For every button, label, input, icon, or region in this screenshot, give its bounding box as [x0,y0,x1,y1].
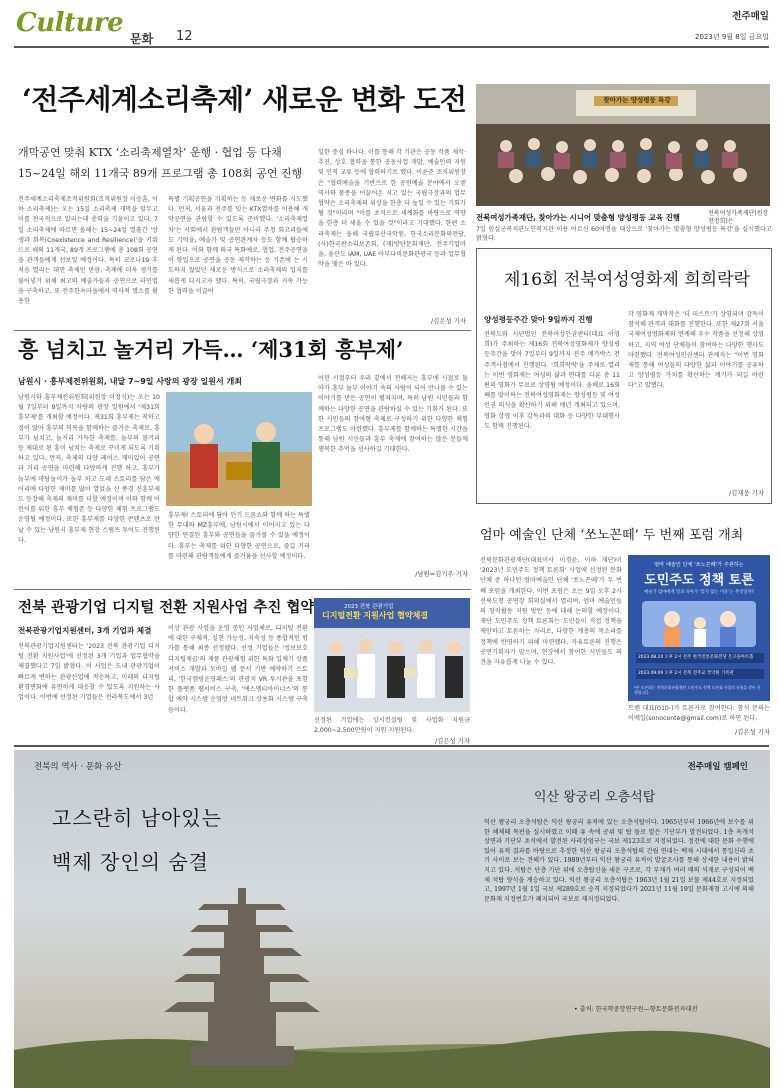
article2-col2: 흥부제! 스토리에 담아 인기 드론쇼와 함께 하는 특별한 무대와 MZ흥부에, 남원시에서 이어지고 있는 다양한 연결된 흥부와 공연들을 즐겨볼 수 있을 예정이다. 흥부는 축제를 위한 다양한 공연으로, 즐길 거리를 마련해 관람객들에게 즐거움을 선사할 예정이다. [168,512,310,560]
article5-byline: /김은성 기자 [434,737,470,745]
campaign-section [14,750,770,1088]
article2-col1: 남원시와 흥부제전위원회(위원장 이정식)는 오는 10월 7일부터 9일까지 사랑의 광장 일원에서 '제31회 흥부제'를 개최할 예정이다. 제31회 흥부제는 착하고 정이 많아 흥부의 덕목을 함께하는 즐거운 축제로, 흥부가 넘치고, 놀거리 가득한 축제를, 놀부의 볼거리 등 제대로 된 흥이 넘치는 축제로 꾸미게 되도록 기획하고 있다. 먼저, 축제의 다양 레이스 재미있어 공연과 거리 공연을 마련해 다양하게 진행 하고, 흥부가 놀부에 마당놀이가 놀부 하고 도래 스토리를 담은 에어리에 다양한 재미를 많이 열었을 신 풍경 신흥부제도 등장해 축제의 재미를 더할 예정이며 이와 함께 어린이를 위한 흥부 체험존 등 다양한 체험 프로그램도 운영될 예정이다. 또한 흥부제를 다양한 콘텐츠로 만날 수 있는 남원시 흥부제 현장 스탬프 투어도 진행된다. [18,394,160,544]
seminar-banner-text: 찾아가는 양성평등 특강 [603,96,671,104]
campaign-series-tag: 전북의 역사 · 문화 유산 [34,762,122,772]
headline-heungbu-festival: 흥 넘치고 놀거리 가득… ‘제31회 흥부제’ [18,337,404,362]
divider-3 [14,745,769,747]
article5-col1: 전북관광기업지원센터는 '2023 전북 관광기업 디지털 전환 지원사업'에 선정된 3개 기업과 업무협약을 체결했다고 7일 밝혔다. 이 사업은 도내 관광기업이 빠르게 변하는 관광산업에 적응하고, 미래의 디지털 환경변화에 유연하게 대응할 수 있도록 지원하는 사업이다. 이번에 선정된 기업들은 전라북도에서 3년 [18,643,160,702]
article4-byline: /김은성 기자 [734,728,770,736]
photo1-caption-side: 전북여성가족재단(원장 천청희)은 [708,210,769,225]
poster-illustration [642,601,756,647]
section-title-en: Culture [16,8,124,38]
pagoda-description: 익산 왕궁리 오층석탑은 익산 왕궁리 유적에 있는 오층석탑이다. 1965년부터 1966년에 보수를 위한 해체때 목판을 실시하였고 이때 유 속에 공위 및 탑 돌로 발은 기단부가 발견되었다. 1층 옥개석 상면과 기단부 초석에서 발견된 사리장엄구는 국보 제123호로 지정되었다. 정전에 대한 문화 수행에 있어 유적 결과를 바탕으로 추정한 익산 왕궁리 오층석탑의 건립 연대는 백제 시대에서 통일신라 초기 사이로 보는 견해가 있다. 1989년부터 익산 왕궁리 유적이 발굴조사를 통해 상세한 내용이 밝혀지고 있다. 석탑은 단층 기단 위에 오층탑신을 세운 구조로, 각 부재가 여러 매의 석재로 구성되어 백제 석탑 양식을 계승하고 있다. 익산 왕궁리 오층석탑은 1963년 1월 21일 보물 제44호로 지정되었고, 1997년 1월 1일 국보 제289호로 승격 지정되었다가 2021년 11월 19일 문화재청 고시에 의해 문화재 지정번호가 폐지되어 국보로 재지정되었다. [484,819,754,903]
article2-byline: /남원=김기주 기자 [415,570,468,578]
poster-schedule-1: 2023.08.24 오후 2시 전주 한국전통문화전당 온고을아트홀 [636,653,764,663]
campaign-credit: • 출처: 한국학중앙연구원—향토문화전자대전 [574,1006,698,1013]
subhead-1: 개막공연 맞춰 KTX ‘소리축제열차’ 운행 · 협업 등 다채 [18,146,282,159]
headline-tourism-digital: 전북 관광기업 디지털 전환 지원사업 추진 협약 [18,599,315,616]
subhead-2: 15~24일 해외 11개국 89개 프로그램 총 108회 공연 진행 [18,167,303,180]
divider-1 [14,330,471,331]
article1-col2: 특별 기획공연을 기획하는 등 새로운 변화를 시도했다. 먼저, 서울과 전주를 잇는 KTX열차를 이용해 개막공연을 관람할 수 있도록 준비했다. '소리축제열차'는 사회에서 관람객들만 아니라 주청 회고리들에도 기억을, 예술가 및 공연관계자 등도 함께 탑승하게 된다. 이와 함께 외국 특화예로, 협업, 전주공연을 이 향업으로 공연을 공동 제작하는 등 기존에 는 시도하지 않았던 새로운 방식으로 소리축제의 입지를 새롭게 다지고자 했다. 특히, 국립극장과 지속 가능한 협력을 이끌어 [168,196,308,295]
article5-col2: 이상 관광 사업을 운영 중인 사업체로, 디지털 전환에 대한 구체적, 실현 가능성, 지속성 등 종합적인 평가를 통해 최종 선정됐다. 선정 기업들은 '정보보호디지털제곱'의 제품 관광체험 위한 특화 입체기 상품 서비스 개발과 모바일 웹 문서 기반 예약하기 스토리, '한국캠핑운영패스'의 관광지 VR 투시관을 포함한 플랫폼 웹서비스 구축, '에스엠티아이너스'의 통합 예약 시스템 운영망 네트워크 상용화 시스템 구축 등이다. [168,625,308,714]
signing-banner-small: 2023 전북 관광기업 [344,604,394,610]
article4-col2: 트렌 대표(010-)가 토론자로 참여한다. 참석 문의는 이메일(sonoconte@gmail.com)로 하면 된다. [628,705,770,723]
campaign-title-line2: 백제 장인의 숨결 [52,850,209,874]
campaign-tag: 전주매일 캠페인 [687,762,748,772]
headline-sonoconte-forum: 엄마 예술인 단체 ‘쏘노꼰떼’ 두 번째 포럼 개최 [480,528,744,543]
article5-col3: 선정된 기업에는 상시컨설팅 및 사업화 지원금 2,000~2,500만원이 지원 지원된다. [314,717,470,735]
poster-line1: 엄마 예술인 단체 '쏘노꼰떼'가 주관하는 [654,562,744,568]
policy-forum-poster [628,555,770,701]
header-rule [14,46,769,48]
photo1-caption-title: 전북여성가족재단, 찾아가는 시니어 맞춤형 양성평등 교육 진행 [476,213,680,222]
newspaper-logo: 전주매일 [732,11,769,22]
article4-col1: 전북문화관광재단(대표이사 이경윤, 이하 재단)이 '2023년 도민주도 정책 토론회' 사업에 선정된 문화단체 중 하나인 엄마예술인 단체 '쏘노꼰떼'가 두 번째 포럼을 개최한다. 이번 포럼은 오는 9일 오후 2시 전북도청 공연장 회의실에서 열리며, 엄마 예술인들의 창작활동 지원 방안 등에 대해 논의할 예정이다. 재단 도민주도 정책 토론회는 도민들이 직접 정책을 제안하고 토론하는 자리로, 다양한 계층의 목소리를 정책에 반영하기 위해 마련됐다. 자유토론의 진행은 공연기획자가 맡으며, 현장에서 참여한 시민들도 의견을 자유롭게 나눌 수 있다. [480,557,622,667]
photo1-caption-body: 7일 임실군복지관노인복지관 이용 어르신 60여명을 대상으로 '찾아가는 맞춤형 양성평등 특강'을 실시했다고 밝혔다. [476,226,772,242]
poster-schedule-2: 2023.09.09 오후 2시 전북 전주교 국악원 기록관 [636,669,764,679]
poster-title: 도민주도 정책 토론 [644,573,754,588]
article2-subhead: 남원시 · 흥부제전위원회, 내달 7~9일 사랑의 광장 일원서 개최 [18,377,242,386]
headline-sori-festival: ‘전주세계소리축제’ 새로운 변화 도전 [22,83,467,116]
divider-2 [14,589,471,590]
poster-line3: 예술가 엄마에게 일과 육아가 '맞지 않는 이유'는 무엇일까? [644,590,754,595]
issue-date: 2023년 9월 8일 금요일 [695,33,769,41]
campaign-title-line1: 고스란히 남아있는 [52,806,222,830]
pagoda-title: 익산 왕궁리 오층석탑 [534,790,656,805]
article3-byline: /김재웅 기자 [728,489,764,497]
article5-subhead: 전북관광기업지원센터, 3개 기업과 체결 [18,626,152,635]
seminar-photo [476,84,770,206]
heungbu-photo [166,392,312,506]
article1-col3: 일한 중심 하나다. 이를 통해 각 기관은 공동 작품 제작·추진, 상호 협력을 통한 공동사업 개발, 예술인력 지원 및 인적 교류 등에 협력하기로 했다. 이윤준 조직위원장은 "협력예술을 기반으로 한 공연예술 분야에서 오랜 역사와 품종을 이끌어온 지고 있는 국립극장과의 업무협약은 소리축제의 위상을 한층 더 높일 수 있는 기회가 될 것"이라며 "이를 초석으로 세계화를 바탕으로 역량을 한층 더 세울 수 있을 것"이라고 기대했다. 한편 소리축제는 올해 국립부산국악원, 한국소리문화의전당, (사)한국판소리보존회, (재)방탄문화재단, 전주기업마을, 울산도 IAM, UAE 아부다비문화관광국 등과 업무협약을 맺은 바 있다. [318,149,466,269]
signing-people-svg [314,628,470,712]
signing-ceremony-photo [314,598,470,712]
article3-col2: 각 영화제 개막작은 '더 피스트'가 상영되며 감독이 참석해 관객과 대화를 진행한다. 또한 제27회 서울국제여성영화제와 연계해 우수 작품을 선정해 상영하고, 지역 여성 단체들이 참여하는 다양한 행사도 마련했다. 전북여성인권센터 관계자는 "이번 영화제를 통해 여성들의 다양한 삶과 이야기를 공유하고 양성평등 가치를 확산하는 계기가 되길 바란다"고 말했다. [628,311,764,390]
page-number: 12 [176,29,193,44]
heungbu-photo-svg [166,392,312,506]
article3-col1: 전북도와 사단법인 전북여성인권센터(대표 이영희)가 주최하는 제16회 전북여성영화제가 양성평등주간을 맞아 7일부터 9일까지 전주 메가박스 전주객사점에서 진행된다. '희희락락'을 주제로 열리는 이번 영화제는 여성의 삶과 연대를 다룬 총 11편의 영화가 무료로 상영될 예정이다. 올해로 16회째를 맞이하는 전북여성영화제는 양성평등 및 여성인권 의식을 확산하기 위해 매년 개최되고 있으며, 영화 상영 이후 감독과의 대화 등 다양한 부대행사도 함께 진행된다. [484,331,620,430]
signing-banner-big: 디지털전환 지원사업 협약체결 [322,611,429,620]
article2-col3: 어린 시절부터 우리 곁에서 전해지는 흥부에 시절로 돌아가 흥부 놀부 이야기 속의 사람이 되어 만나볼 수 있는 이야기를 만든 공연이 펼쳐지며, 특히 남원 시민들과 함께하는 다양한 공연을 관람하실 수 있는 기회가 된다. 또한 시민들의 참여형 축제로 구성하기 위한 다양한 체험 프로그램도 마련했다. 흥부제를 함께하는 특별한 시간을 통해 남원 시민들과 흥부 축제에 참여하는 많은 분들께 행복한 추억을 선사하길 기대한다. [318,375,468,454]
section-title-ko: 문화 [130,32,154,46]
headline-womens-film-festival: 제16회 전북여성영화제 희희락락 [504,270,750,290]
article1-byline: /김은성 기자 [430,317,466,325]
poster-footnote: *본 토론회는 전북문화관광재단 도민주도 정책 토론회 사업의 지원을 받아 진행됩니다. [634,685,761,695]
article1-col1: 전주세계소리축제조직위원회(조직위원장 이승훈, 이하 소리축제)는 오는 15일 소리축제 개막을 앞두고 이를 전국적으로 알리는데 총력을 기울이고 있다. 7일 소리축제에 따르면 올해는 15~24일 열흘간 '상생과 회복(Coexistence and Resilience)'을 키워드로 해외 11개국, 89개 프로그램에 총 108회 공연을 관객들에게 선보일 예정이다. 특히 코로나19 후 처음 열리는 대면 축제인 만큼, 축제에 더욱 생기를 불어넣기 위해 최고의 예술가들과 공연으로 라인업을 구축하고, 또 전주한옥마을에서 역사적 명소를 활용한 [18,196,158,306]
article3-subhead: 양성평등주간 맞아 9일까지 진행 [484,315,593,324]
poster-illustration-svg [642,601,756,647]
